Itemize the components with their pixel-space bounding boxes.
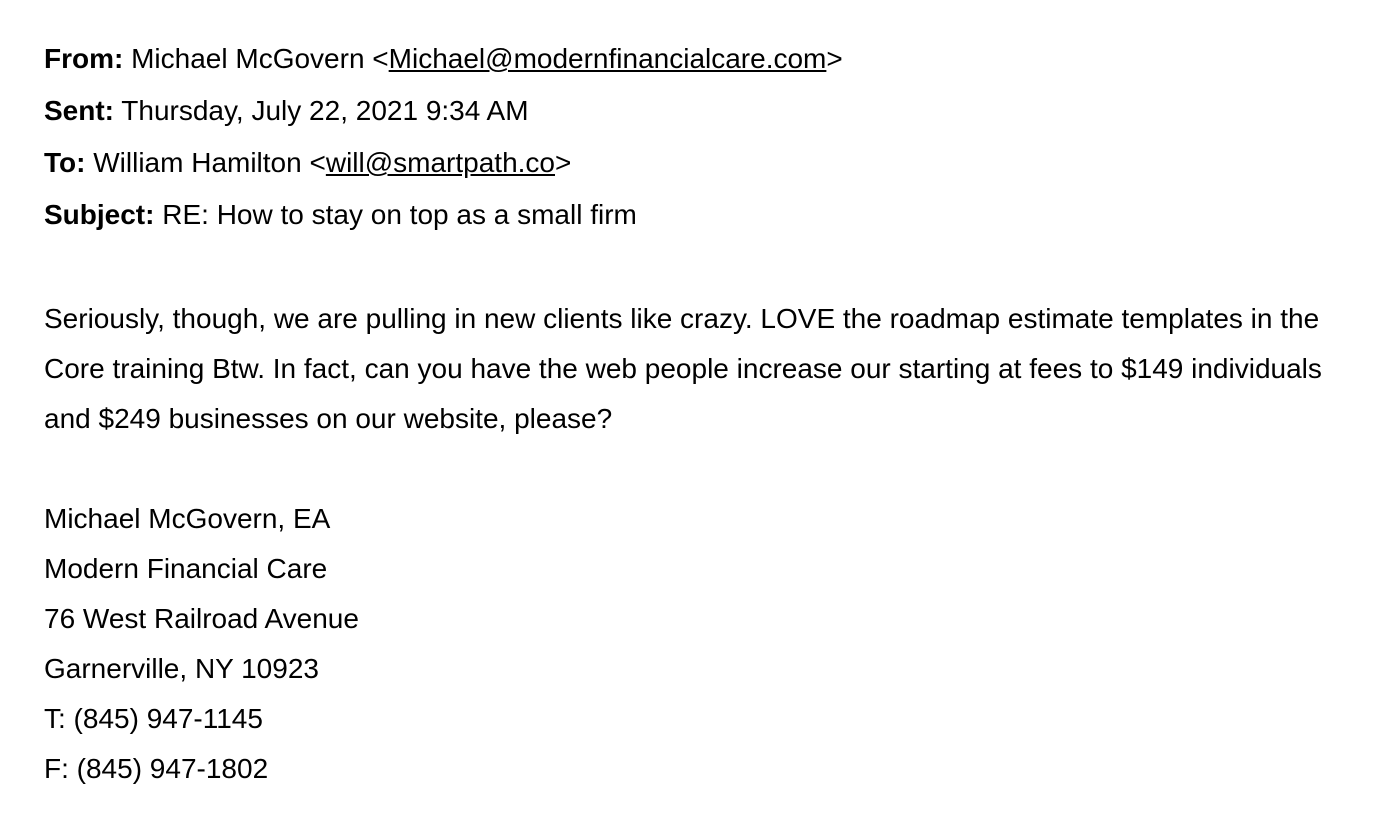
to-close-bracket: > [555, 147, 572, 178]
to-label: To: [44, 147, 86, 178]
signature-fax: F: (845) 947-1802 [44, 753, 269, 784]
email-signature [44, 494, 1374, 794]
signature-address-line1: 76 West Railroad Avenue [44, 603, 359, 634]
from-line [44, 38, 1374, 90]
sent-value: Thursday, July 22, 2021 9:34 AM [121, 95, 529, 126]
email-headers [44, 38, 1374, 246]
from-email-link[interactable]: Michael@modernfinancialcare.com [388, 43, 827, 74]
subject-line [44, 194, 1374, 246]
subject-label: Subject: [44, 199, 155, 230]
from-label: From: [44, 43, 124, 74]
signature-name: Michael McGovern, EA [44, 503, 331, 534]
from-close-bracket: > [826, 43, 843, 74]
from-name: Michael McGovern [131, 43, 365, 74]
subject-value: RE: How to stay on top as a small firm [162, 199, 637, 230]
body-paragraph: Seriously, though, we are pulling in new clients like crazy. LOVE the roadmap estimate templates in the Core training Btw. In fact, can you have the web people increase our starting at fees to $149 individuals and $249 businesses on our website, please? [44, 303, 1322, 434]
to-line [44, 142, 1374, 194]
from-open-bracket: < [372, 43, 389, 74]
signature-phone: T: (845) 947-1145 [44, 703, 263, 734]
email-body [44, 294, 1334, 444]
to-name: William Hamilton [93, 147, 302, 178]
sent-label: Sent: [44, 95, 114, 126]
signature-company: Modern Financial Care [44, 553, 328, 584]
sent-line [44, 90, 1374, 142]
to-open-bracket: < [309, 147, 326, 178]
to-email-link[interactable]: will@smartpath.co [325, 147, 555, 178]
signature-address-line2: Garnerville, NY 10923 [44, 653, 319, 684]
